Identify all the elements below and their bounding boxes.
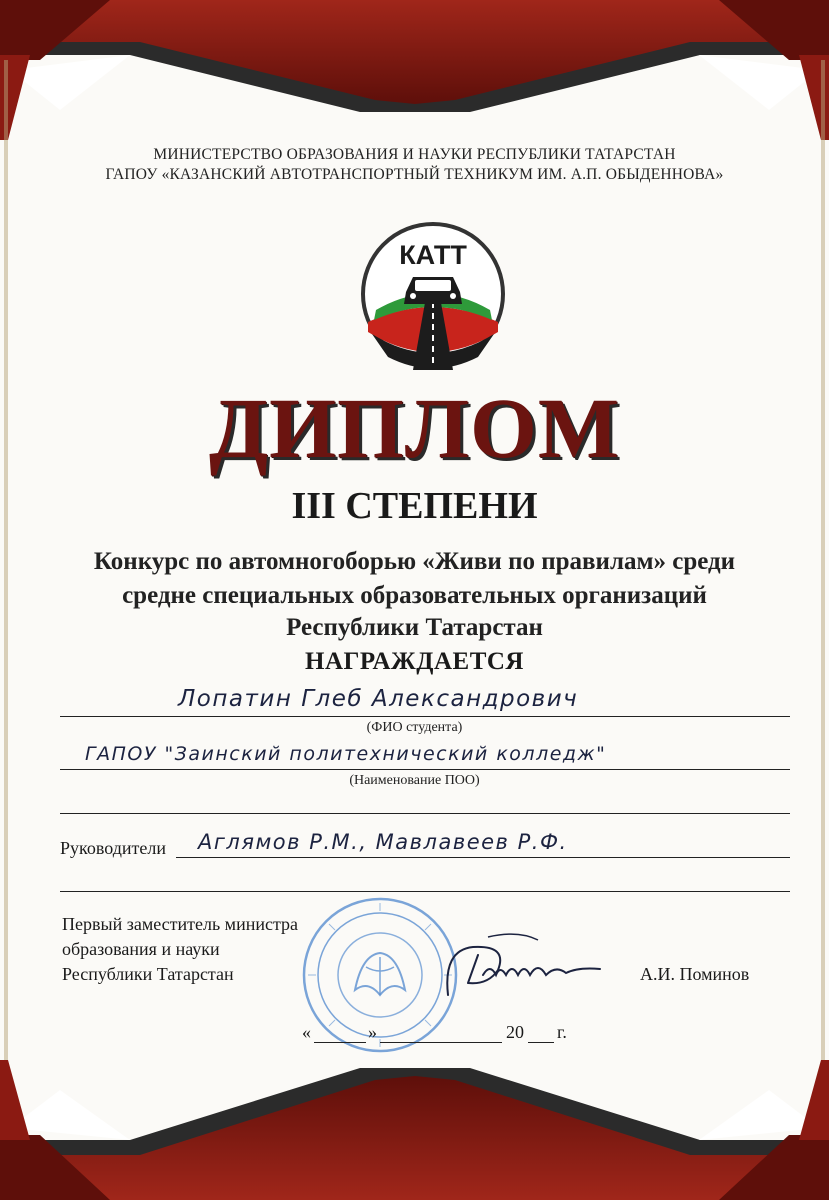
signatory-line-1: Первый заместитель министра	[62, 914, 299, 934]
diploma-degree: III СТЕПЕНИ	[291, 485, 538, 527]
student-name-line	[60, 716, 790, 717]
supervisors-label: Руководители	[60, 838, 166, 858]
ministry-header: МИНИСТЕРСТВО ОБРАЗОВАНИЯ И НАУКИ РЕСПУБЛИКИ ТАТАРСТАН	[153, 146, 676, 163]
signatory-line-2: образования и науки	[62, 939, 220, 959]
katt-logo	[358, 222, 508, 374]
date-day-line	[314, 1042, 366, 1043]
organization-name: ГАПОУ "Заинский политехнический колледж"	[85, 743, 607, 765]
student-caption: (ФИО студента)	[366, 720, 463, 735]
diploma-title: ДИПЛОМ	[208, 380, 621, 476]
handwritten-signature	[428, 925, 608, 1015]
blank-line-2	[60, 891, 790, 892]
contest-line-3: Республики Татарстан	[286, 614, 543, 641]
student-name: Лопатин Глеб Александрович	[178, 686, 579, 712]
signatory-name: А.И. Поминов	[640, 964, 750, 984]
organization-line	[60, 769, 790, 770]
date-year-suffix: г.	[557, 1022, 567, 1042]
supervisors-line	[176, 857, 790, 858]
date-year-line	[528, 1042, 554, 1043]
contest-line-1: Конкурс по автомногоборью «Живи по правилам» среди	[93, 548, 736, 575]
supervisors-names: Аглямов Р.М., Мавлавеев Р.Ф.	[198, 830, 568, 854]
signatory-line-3: Республики Татарстан	[62, 964, 234, 984]
contest-line-2: средне специальных образовательных организаций	[122, 582, 707, 609]
date-open-quote: «	[302, 1022, 311, 1042]
blank-line-1	[60, 813, 790, 814]
date-close-quote: »	[368, 1022, 377, 1042]
awarded-heading: НАГРАЖДАЕТСЯ	[305, 648, 524, 675]
date-year-prefix: 20	[506, 1022, 524, 1042]
organization-caption: (Наименование ПОО)	[349, 773, 480, 788]
logo-text: КАТТ	[399, 240, 467, 270]
date-month-line	[380, 1042, 502, 1043]
institution-header: ГАПОУ «КАЗАНСКИЙ АВТОТРАНСПОРТНЫЙ ТЕХНИКУМ ИМ. А.П. ОБЫДЕННОВА»	[105, 166, 724, 183]
